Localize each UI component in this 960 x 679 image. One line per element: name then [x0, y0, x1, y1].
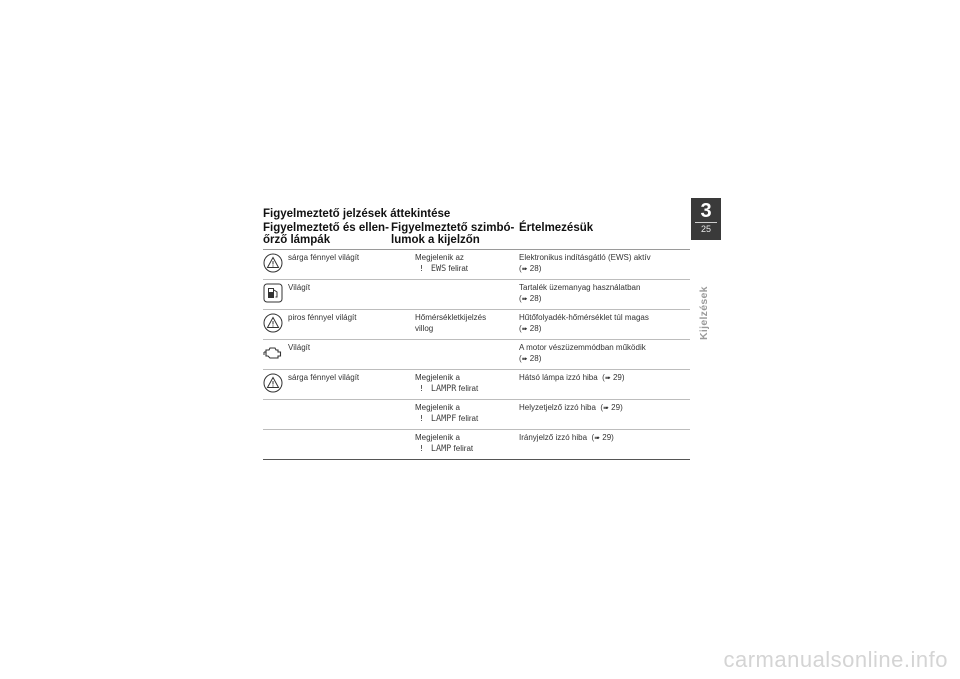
watermark-text: carmanualsonline.info: [723, 647, 948, 672]
table-row: [263, 250, 690, 280]
warning-triangle-icon: [263, 253, 283, 273]
table-row: [263, 430, 690, 460]
reference-arrow-icon: ➠: [604, 375, 611, 382]
reference-arrow-icon: ➠: [594, 435, 601, 442]
lamp-state: piros fénnyel világít: [288, 313, 357, 322]
meaning-text: Helyzetjelző izzó hiba (➠ 29): [519, 403, 623, 412]
reference-arrow-icon: ➠: [521, 355, 528, 363]
warning-triangle-icon: [263, 373, 283, 393]
column-header-meaning: Értelmezésük: [519, 222, 594, 234]
page-title: Figyelmeztető jelzések áttekintése: [263, 208, 451, 220]
page-number: 25: [700, 224, 711, 234]
meaning-text: Elektronikus indításgátló (EWS) aktív (➠ 28): [519, 253, 651, 273]
fuel-pump-icon: [263, 283, 283, 303]
reference-arrow-icon: ➠: [521, 265, 528, 273]
warning-table: [263, 250, 690, 460]
reference-arrow-icon: ➠: [603, 405, 609, 412]
column-header-symbols: Figyelmeztető szimbó- lumok a kijelzőn: [391, 222, 515, 246]
table-row: [263, 400, 690, 430]
chapter-tab: [691, 198, 721, 240]
chapter-number: 3: [700, 200, 712, 222]
meaning-text: Hűtőfolyadék-hőmérséklet túl magas (➠ 28): [519, 313, 649, 333]
table-row: [263, 280, 690, 310]
reference-arrow-icon: ➠: [521, 295, 528, 303]
section-label: Kijelzések: [698, 286, 710, 340]
lamp-state: Világít: [288, 343, 311, 352]
lamp-state: sárga fénnyel világít: [288, 373, 360, 382]
lamp-state: Világít: [288, 283, 311, 292]
table-row: [263, 310, 690, 340]
table-row: [263, 340, 690, 370]
display-symbol: Megjelenik a ! LAMP felirat: [415, 433, 474, 454]
lamp-state: sárga fénnyel világít: [288, 253, 360, 262]
meaning-text: A motor vészüzemmódban működik (➠ 28): [519, 343, 646, 363]
table-row: [263, 370, 690, 400]
meaning-text: Hátsó lámpa izzó hiba (➠ 29): [519, 373, 625, 382]
display-symbol: Hőmérsékletkijelzés villog: [415, 313, 487, 333]
display-symbol: Megjelenik a ! LAMPR felirat: [415, 373, 479, 394]
meaning-text: Irányjelző izzó hiba (➠ 29): [519, 433, 614, 442]
meaning-text: Tartalék üzemanyag használatban (➠ 28): [519, 283, 641, 303]
display-symbol: Megjelenik a ! LAMPF felirat: [415, 403, 479, 424]
warning-triangle-icon: [263, 313, 283, 333]
column-header-lamps: Figyelmeztető és ellen- őrző lámpák: [263, 222, 389, 246]
display-symbol: Megjelenik az ! EWS felirat: [415, 253, 468, 274]
reference-arrow-icon: ➠: [521, 325, 528, 333]
engine-icon: [263, 343, 283, 363]
